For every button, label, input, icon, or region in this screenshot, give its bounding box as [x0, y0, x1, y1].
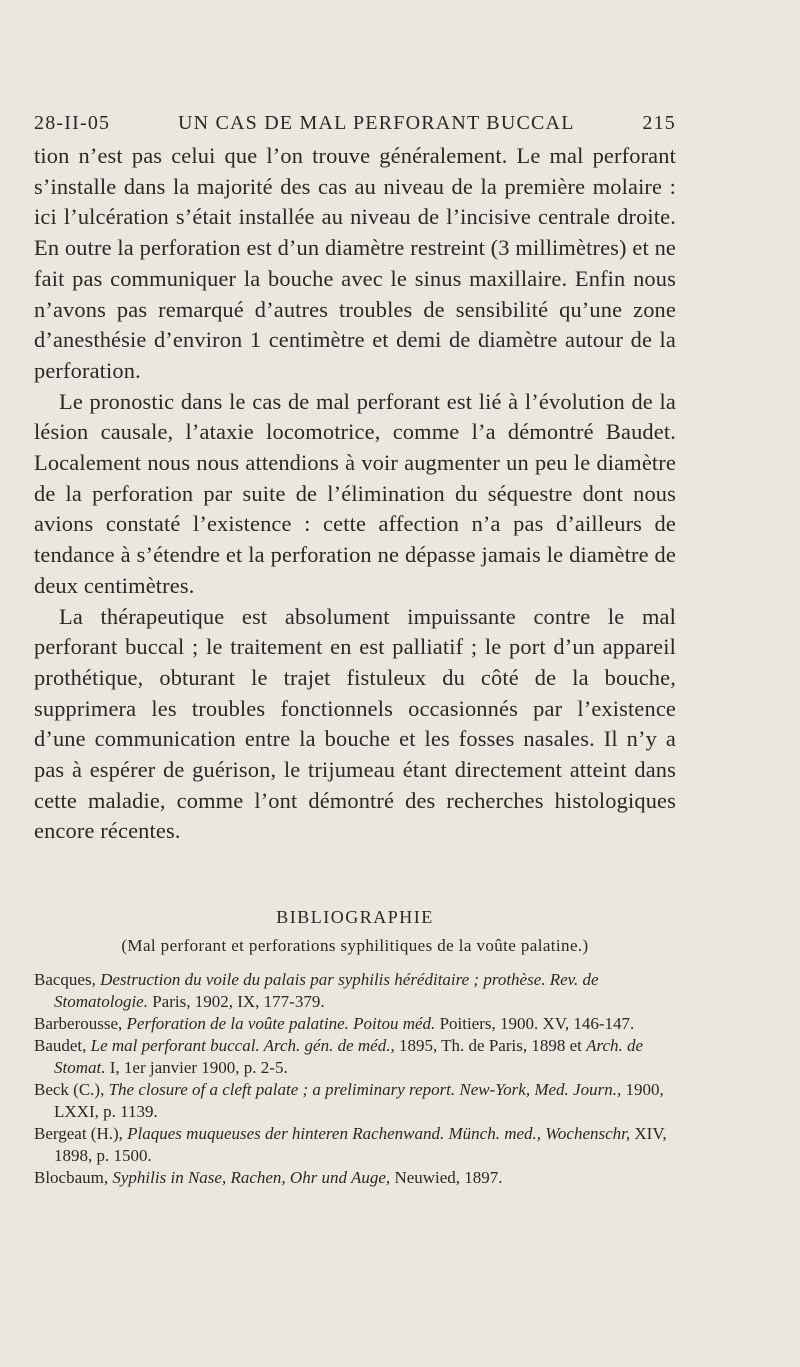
entry-title: Le mal perforant buccal. Arch. gén. de méd.,	[90, 1036, 395, 1055]
entry-title: The closure of a cleft palate ; a preliminary report. New-York, Med. Journ.,	[108, 1080, 622, 1099]
bibliography-subtitle: (Mal perforant et perforations syphilitiques de la voûte palatine.)	[121, 936, 589, 955]
entry-title: Perforation de la voûte palatine. Poitou méd.	[126, 1014, 436, 1033]
bibliography-entry	[34, 1123, 674, 1167]
entry-title: Destruction du voile du palais par syphilis héréditaire ; prothèse. Rev. de Stomatologie.	[54, 970, 599, 1011]
entry-author: Beck (C.),	[34, 1080, 109, 1099]
entry-title: Plaques muqueuses der hinteren Rachenwand. Münch. med., Wochenschr,	[127, 1124, 631, 1143]
main-text	[34, 141, 676, 847]
header-title: UN CAS DE MAL PERFORANT BUCCAL	[178, 112, 575, 134]
bibliography-entry	[34, 1167, 674, 1189]
entry-details: Neuwied, 1897.	[390, 1168, 503, 1187]
bibliography-title: BIBLIOGRAPHIE	[276, 907, 434, 927]
entry-details: XIV, 1898, p. 1500.	[54, 1124, 667, 1165]
paragraph: Le pronostic dans le cas de mal perforant est lié à l’évolution de la lésion causale, l’ataxie locomotrice, comme l’a démontré Baudet. Localement nous nous attendions à voir augmenter un peu le diamètre de la perforation par suite de l’élimination du séquestre dont nous avions constaté l’existence : cette affection n’a pas d’ailleurs de tendance à s’étendre et la perforation ne dépasse jamais le diamètre de deux centimètres.	[34, 388, 676, 598]
bibliography-entry	[34, 1013, 674, 1035]
running-header	[34, 112, 676, 135]
paragraph: La thérapeutique est absolument impuissante contre le mal perforant buccal ; le traitement en est palliatif ; le port d’un appareil prothétique, obturant le trajet fistuleux du côté de la bouche, supprimera les troubles fonctionnels occasionnés par l’existence d’une communication entre la bouche et les fosses nasales. Il n’y a pas à espérer de guérison, le trijumeau étant directement atteint dans cette maladie, comme l’ont démontré des recherches histologiques encore récentes.	[34, 603, 676, 844]
entry-title: Syphilis in Nase, Rachen, Ohr und Auge,	[112, 1168, 391, 1187]
entry-title-secondary: Arch. de Stomat.	[54, 1036, 644, 1077]
bibliography-list	[34, 969, 674, 1189]
entry-details: 1895, Th. de Paris, 1898 et	[394, 1036, 587, 1055]
bibliography-entry	[34, 969, 674, 1013]
entry-details: Paris, 1902, IX, 177-379.	[147, 992, 325, 1011]
entry-author: Baudet,	[34, 1036, 91, 1055]
entry-author: Blocbaum,	[34, 1168, 113, 1187]
page-number: 215	[642, 112, 676, 134]
entry-details: Poitiers, 1900. XV, 146-147.	[435, 1014, 635, 1033]
bibliography-entry	[34, 1079, 674, 1123]
entry-details: 1900, LXXI, p. 1139.	[54, 1080, 664, 1121]
entry-author: Bergeat (H.),	[34, 1124, 128, 1143]
entry-author: Barberousse,	[34, 1014, 127, 1033]
bibliography-entry	[34, 1035, 674, 1079]
entry-details-secondary: I, 1er janvier 1900, p. 2-5.	[105, 1058, 288, 1077]
header-date: 28-II-05	[34, 112, 111, 134]
entry-author: Bacques,	[34, 970, 101, 989]
paragraph: tion n’est pas celui que l’on trouve généralement. Le mal perforant s’installe dans la majorité des cas au niveau de la première molaire : ici l’ulcération s’était installée au niveau de l’incisive centrale droite. En outre la perforation est d’un diamètre restreint (3 millimètres) et ne fait pas communiquer la bouche avec le sinus maxillaire. Enfin nous n’avons pas remarqué d’autres troubles de sensibilité qu’une zone d’anesthésie d’environ 1 centimètre et demi de diamètre autour de la perforation.	[34, 143, 677, 383]
